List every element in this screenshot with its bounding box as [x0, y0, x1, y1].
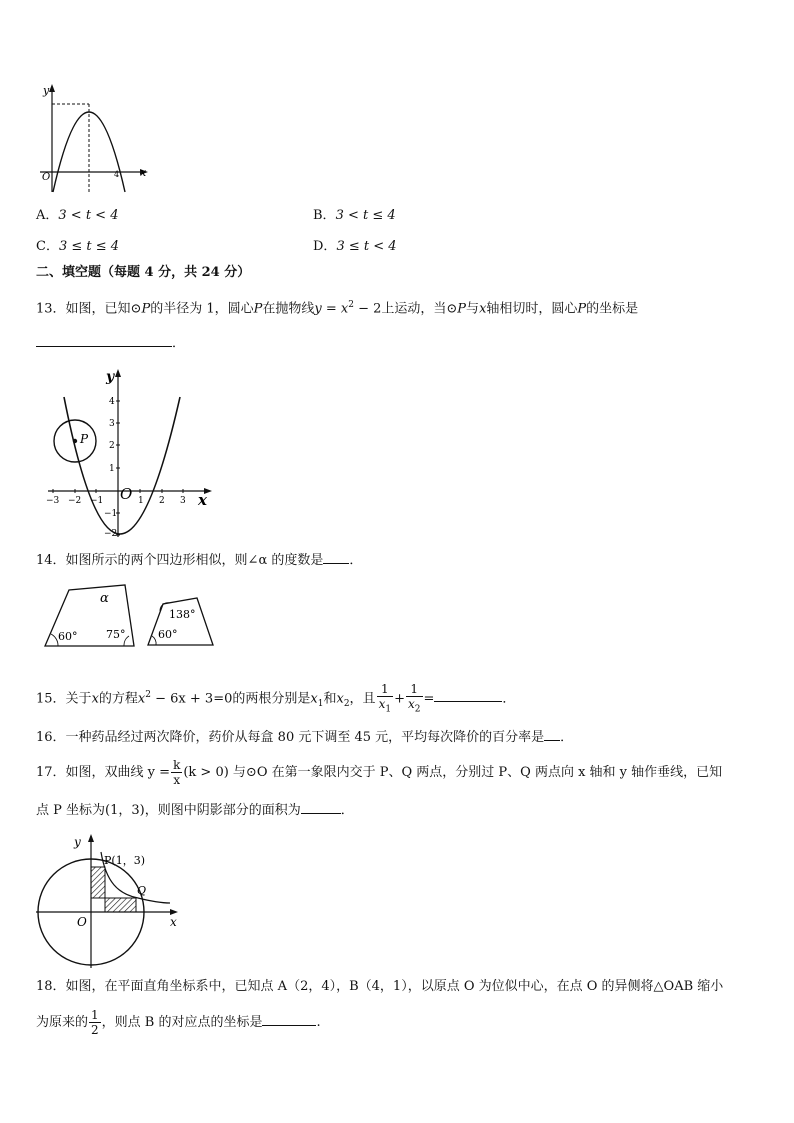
q14-text: 14．如图所示的两个四边形相似，则∠α 的度数是 ．	[36, 553, 363, 568]
fig13-ytick: 3	[109, 419, 115, 429]
fig13-y-label: y	[106, 369, 115, 385]
q14-answer-blank[interactable]	[323, 551, 349, 564]
q15-fraction-1: $\frac{1}{x_1}$	[378, 681, 392, 715]
fig17-q-label: Q	[137, 884, 147, 897]
q12-option-b: B．3 < t ≤ 4	[313, 208, 396, 223]
fig12-x-label: x	[140, 166, 147, 179]
q13-answer-blank[interactable]	[36, 334, 172, 347]
q16-text: 16．一种药品经过两次降价，药价从每盒 80 元下调至 45 元，平均每次降价的百分率是 ．	[36, 730, 574, 745]
q12-parabola-figure	[34, 80, 159, 195]
fig13-xtick: 2	[159, 496, 165, 506]
fig13-ytick: −2	[104, 529, 118, 539]
fig14-angle-60-b: 60°	[158, 628, 178, 641]
fig14-angle-60-a: 60°	[58, 630, 78, 643]
q13-circle-parabola-figure	[40, 365, 220, 540]
fig13-xtick: −1	[90, 496, 104, 506]
q15-fraction-2: $\frac{1}{x_2}$	[407, 681, 421, 715]
fig17-p-label: P(1，3)	[104, 854, 145, 867]
fig13-ytick: 1	[109, 464, 115, 474]
q18-text-line1: 18．如图，在平面直角坐标系中，已知点 A（2，4），B（4，1），以原点 O 为位似中心，在点 O 的异侧将△OAB 缩小	[36, 979, 724, 994]
section-title-fill-blank: 二、填空题（每题 4 分，共 24 分）	[36, 265, 251, 280]
fig17-origin-label: O	[77, 915, 87, 929]
q18-text-line2: 为原来的 $\frac{1}{2}$ ，则点 B 的对应点的坐标是 .	[36, 1008, 321, 1037]
fig13-xtick: −3	[46, 496, 60, 506]
fig13-x-label: x	[198, 491, 207, 509]
q18-answer-blank[interactable]	[262, 1013, 316, 1026]
fig14-angle-75: 75°	[106, 628, 126, 641]
fig13-ytick: −1	[104, 509, 118, 519]
q12-option-d: D．3 ≤ t < 4	[313, 239, 397, 254]
q13-answer-line: ．	[36, 334, 185, 353]
q17-text-line2: 点 P 坐标为(1，3)，则图中阴影部分的面积为 ．	[36, 803, 354, 818]
q17-fraction-k-over-x: $\frac{k}{x}$	[173, 758, 181, 787]
fig13-xtick: 1	[138, 496, 144, 506]
fig14-alpha-label: α	[100, 591, 109, 606]
fig13-origin-label: O	[120, 485, 133, 503]
q17-text-line1: 17．如图，双曲线 y = $\frac{k}{x}$ (k > 0) 与⊙O 在第一象限内交于 P、Q 两点，分别过 P、Q 两点向 x 轴和 y 轴作垂线，已知	[36, 758, 723, 787]
fig12-y-label: y	[43, 84, 50, 97]
q15-answer-blank[interactable]	[434, 689, 502, 702]
q18-fraction-half: $\frac{1}{2}$	[91, 1008, 99, 1037]
q17-circle-hyperbola-figure	[34, 832, 194, 974]
q12-option-a: A．3 < t < 4	[36, 208, 119, 223]
fig13-xtick: −2	[68, 496, 82, 506]
fig13-p-label: P	[80, 432, 89, 446]
fig12-origin-label: O	[42, 172, 51, 183]
q17-answer-blank[interactable]	[301, 801, 341, 814]
fig14-angle-138: 138°	[169, 608, 196, 621]
fig13-xtick: 3	[180, 496, 186, 506]
q14-quadrilaterals-figure	[40, 580, 230, 650]
fig17-y-label: y	[74, 835, 81, 849]
fig13-ytick: 2	[109, 441, 115, 451]
fig17-x-label: x	[170, 915, 177, 929]
fig13-ytick: 4	[109, 397, 115, 407]
q15-text: 15．关于x的方程$x^2 - 6x + 3=0$的两根分别是$x_1$和$x_2$，且 $\frac{1}{x_1}$ + $\frac{1}{x_2}$ = ．	[36, 681, 516, 715]
q16-answer-blank[interactable]	[544, 728, 560, 741]
q13-text: 13．如图，已知⊙P的半径为 1，圆心P在抛物线$y = x^2 - 2$上运动，当⊙P与x轴相切时，圆心P的坐标是	[36, 300, 639, 317]
q12-option-c: C．3 ≤ t ≤ 4	[36, 239, 120, 254]
fig12-four-label: 4	[114, 170, 120, 179]
